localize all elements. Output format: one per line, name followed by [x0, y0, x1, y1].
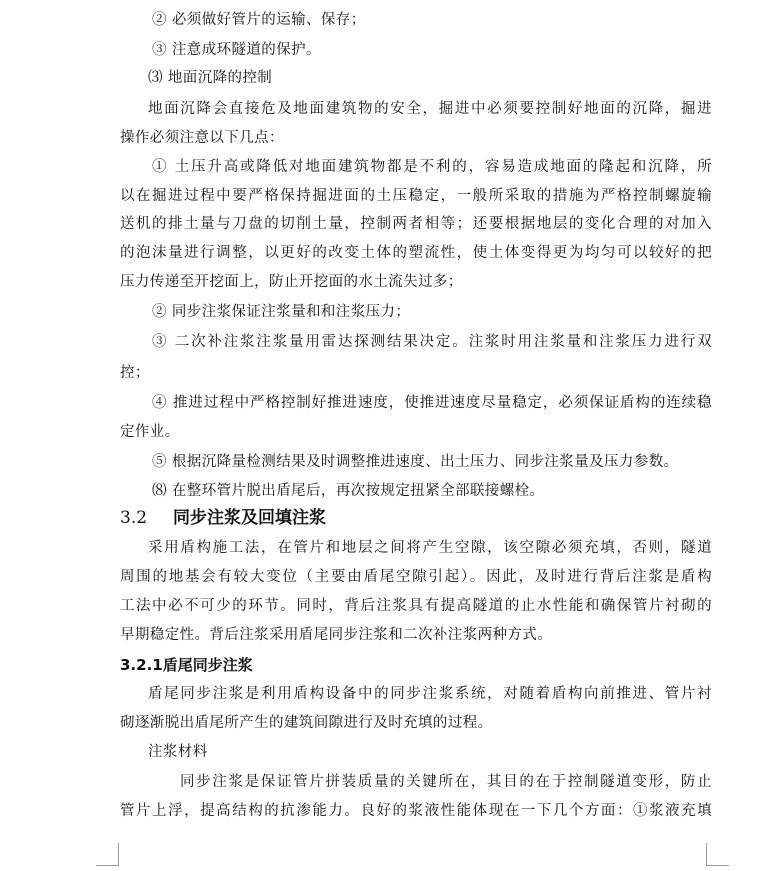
- paragraph-line: ③ 二次补注浆注浆量用雷达探测结果决定。注浆时用注浆量和注浆压力进行双: [152, 334, 712, 350]
- paragraph-line: 同步注浆是保证管片拼装质量的关键所在，其目的在于控制隧道变形，防止: [180, 774, 712, 790]
- paragraph-line: 定作业。: [120, 424, 180, 440]
- crop-mark-left: [96, 843, 119, 866]
- paragraph-line: 控；: [120, 365, 150, 381]
- paragraph-line: 以在掘进过程中要严格保持掘进面的土压稳定，一般所采取的措施为严格控制螺旋输: [120, 188, 712, 204]
- list-item: ⑤ 根据沉降量检测结果及时调整推进速度、出土压力、同步注浆量及压力参数。: [152, 454, 679, 470]
- paragraph-line: 盾尾同步注浆是利用盾构设备中的同步注浆系统，对随着盾构向前推进、管片衬: [148, 686, 712, 702]
- paragraph-line: ④ 推进过程中严格控制好推进速度，使推进速度尽量稳定，必须保证盾构的连续稳: [152, 395, 712, 411]
- list-item: ② 同步注浆保证注浆量和和注浆压力；: [152, 304, 411, 320]
- sub-heading: 注浆材料: [148, 744, 208, 760]
- paragraph-line: 管片上浮，提高结构的抗渗能力。良好的浆液性能体现在一下几个方面：①浆液充填: [120, 803, 712, 819]
- paragraph-line: 砌逐渐脱出盾尾所产生的建筑间隙进行及时充填的过程。: [120, 715, 493, 731]
- paragraph-line: 的泡沫量进行调整，以更好的改变土体的塑流性，使土体变得更为均匀可以较好的把: [120, 245, 712, 261]
- paragraph-line: 工法中必不可少的环节。同时，背后注浆具有提高隧道的止水性能和确保管片衬砌的: [120, 598, 712, 614]
- paragraph-line: 周围的地基会有较大变位（主要由盾尾空隙引起）。因此，及时进行背后注浆是盾构: [120, 569, 712, 585]
- subsection-heading: 3.2.1盾尾同步注浆: [120, 656, 253, 674]
- section-number: 3.2: [120, 508, 148, 528]
- section-heading: [120, 506, 326, 530]
- paragraph-line: 地面沉降会直接危及地面建筑物的安全，掘进中必须要控制好地面的沉降，掘进: [148, 101, 712, 117]
- paragraph-line: ① 土压升高或降低对地面建筑物都是不利的，容易造成地面的隆起和沉降，所: [152, 159, 712, 175]
- paragraph-line: 压力传递至开挖面上，防止开挖面的水土流失过多；: [120, 274, 463, 290]
- sub-heading: ⑶ 地面沉降的控制: [148, 70, 273, 86]
- paragraph-line: 送机的排土量与刀盘的切削土量，控制两者相等；还要根据地层的变化合理的对加入: [120, 216, 712, 232]
- crop-mark-right: [706, 843, 729, 866]
- paragraph-line: 操作必须注意以下几点：: [120, 130, 284, 146]
- list-item: ② 必须做好管片的运输、保存；: [152, 12, 366, 28]
- paragraph-line: 采用盾构施工法，在管片和地层之间将产生空隙，该空隙必须充填，否则，隧道: [148, 540, 712, 556]
- paragraph-line: 早期稳定性。背后注浆采用盾尾同步注浆和二次补注浆两种方式。: [120, 627, 553, 643]
- list-item: ③ 注意成环隧道的保护。: [152, 42, 321, 58]
- section-title: 同步注浆及回填注浆: [173, 508, 327, 528]
- list-item: ⑻ 在整环管片脱出盾尾后，再次按规定扭紧全部联接螺栓。: [152, 483, 545, 499]
